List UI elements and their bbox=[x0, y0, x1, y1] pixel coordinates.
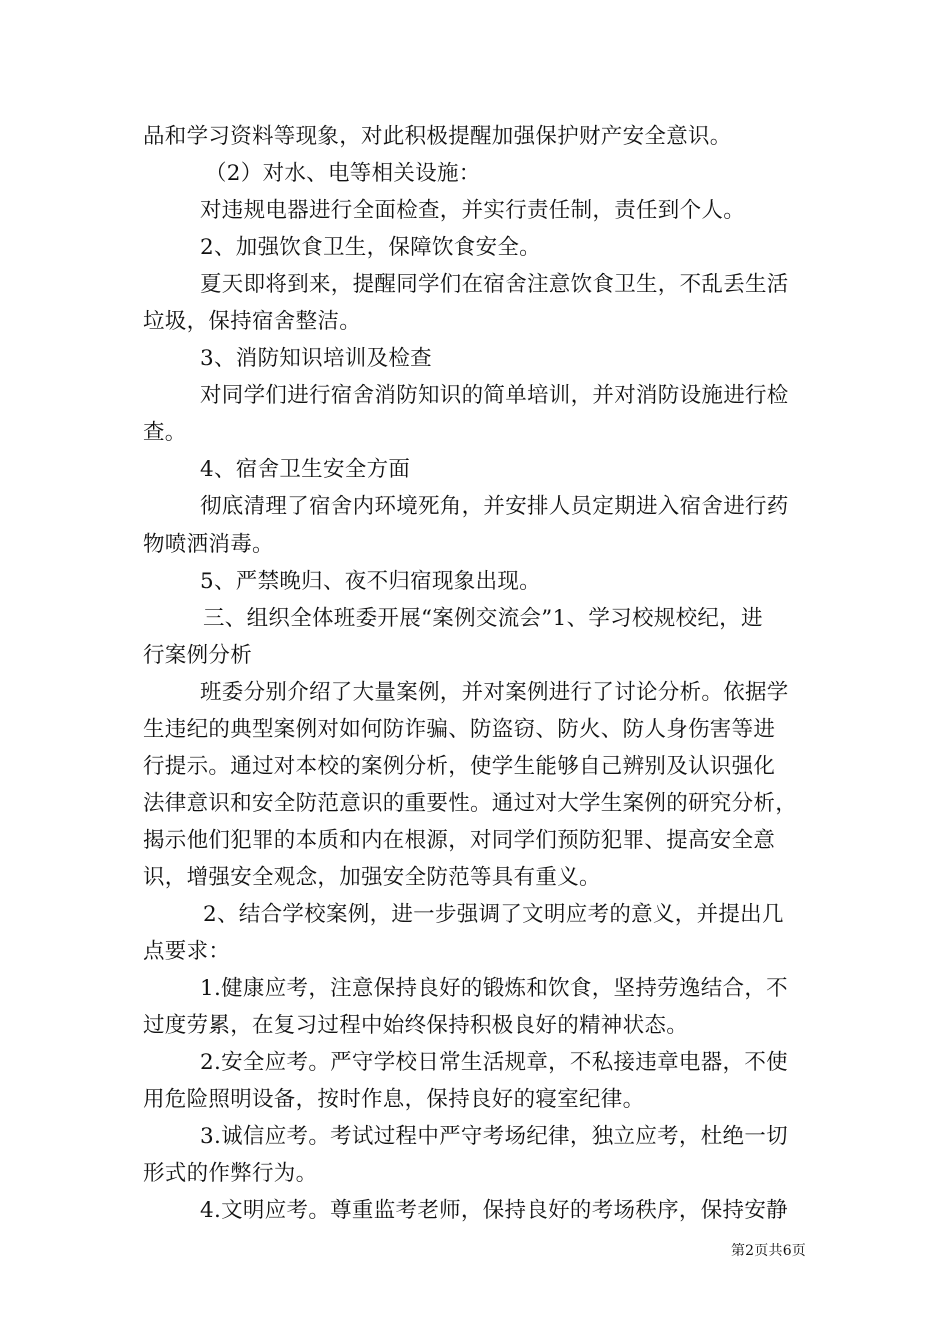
text-line: 生违纪的典型案例对如何防诈骗、防盗窃、防火、防人身伤害等进 bbox=[143, 716, 776, 742]
document-body bbox=[143, 118, 815, 1229]
text-line: 对违规电器进行全面检查，并实行责任制，责任到个人。 bbox=[200, 198, 746, 224]
text-line: 物喷洒消毒。 bbox=[143, 531, 274, 557]
subheading-line: （2）对水、电等相关设施： bbox=[205, 161, 481, 187]
section-heading-line: 4、宿舍卫生安全方面 bbox=[200, 457, 411, 483]
text-line: 行提示。通过对本校的案例分析，使学生能够自己辨别及认识强化 bbox=[143, 753, 776, 779]
section-heading-line: 5、严禁晚归、夜不归宿现象出现。 bbox=[200, 568, 541, 594]
text-line: 识，增强安全观念，加强安全防范等具有重义。 bbox=[143, 864, 601, 890]
text-line: 班委分别介绍了大量案例，并对案例进行了讨论分析。依据学 bbox=[200, 679, 789, 705]
text-line: 品和学习资料等现象，对此积极提醒加强保护财产安全意识。 bbox=[143, 124, 732, 149]
text-line: 行案例分析 bbox=[143, 642, 253, 668]
section-heading-line: 三、组织全体班委开展“案例交流会”1、学习校规校纪，进 bbox=[203, 605, 763, 631]
section-heading-line: 3、消防知识培训及检查 bbox=[200, 346, 432, 372]
list-item-line: 2.安全应考。严守学校日常生活规章，不私接违章电器，不使 bbox=[200, 1050, 788, 1076]
text-line: 形式的作弊行为。 bbox=[143, 1161, 318, 1187]
text-line: 查。 bbox=[143, 420, 187, 446]
text-line: 揭示他们犯罪的本质和内在根源，对同学们预防犯罪、提高安全意 bbox=[143, 827, 776, 853]
text-line: 对同学们进行宿舍消防知识的简单培训，并对消防设施进行检 bbox=[200, 383, 789, 409]
text-line: 垃圾，保持宿舍整洁。 bbox=[143, 309, 362, 335]
section-heading-line: 2、加强饮食卫生，保障饮食安全。 bbox=[200, 235, 541, 261]
text-line: 用危险照明设备，按时作息，保持良好的寝室纪律。 bbox=[143, 1087, 645, 1113]
page-number-footer: 第2页共6页 bbox=[730, 1243, 806, 1259]
list-item-line: 4.文明应考。尊重监考老师，保持良好的考场秩序，保持安静 bbox=[200, 1198, 788, 1224]
list-item-line: 1.健康应考，注意保持良好的锻炼和饮食，坚持劳逸结合，不 bbox=[200, 976, 788, 1002]
section-heading-line: 2、结合学校案例，进一步强调了文明应考的意义，并提出几 bbox=[203, 901, 784, 927]
text-line: 过度劳累，在复习过程中始终保持积极良好的精神状态。 bbox=[143, 1013, 689, 1039]
text-line: 夏天即将到来，提醒同学们在宿舍注意饮食卫生，不乱丢生活 bbox=[200, 272, 789, 298]
text-line: 法律意识和安全防范意识的重要性。通过对大学生案例的研究分析， bbox=[143, 790, 798, 816]
text-line: 彻底清理了宿舍内环境死角，并安排人员定期进入宿舍进行药 bbox=[200, 494, 789, 520]
text-line: 点要求： bbox=[143, 939, 231, 965]
list-item-line: 3.诚信应考。考试过程中严守考场纪律，独立应考，杜绝一切 bbox=[200, 1124, 788, 1150]
